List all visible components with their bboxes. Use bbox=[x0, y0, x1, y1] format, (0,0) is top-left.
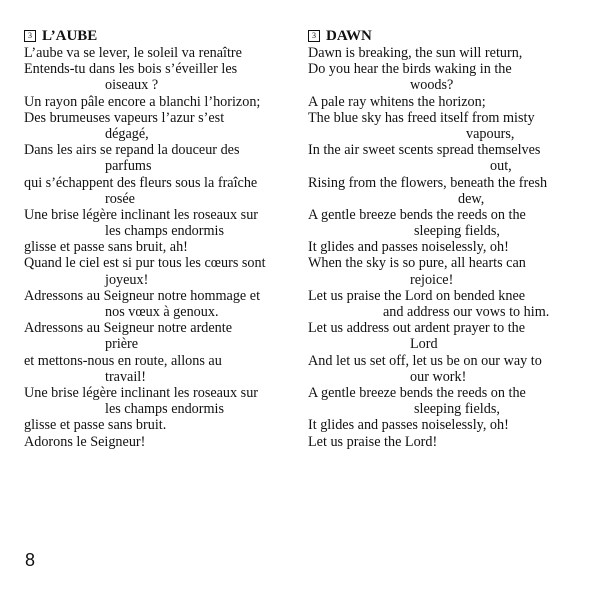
lyric-line: glisse et passe sans bruit, ah! bbox=[24, 239, 188, 256]
lyric-line: Adressons au Seigneur notre hommage et bbox=[24, 287, 261, 304]
lyric-line: travail! bbox=[105, 368, 146, 385]
lyric-line: Lord bbox=[410, 336, 438, 353]
track-number: 3 bbox=[308, 30, 320, 42]
lyric-line: Dans les airs se repand la douceur des bbox=[24, 142, 240, 159]
lyric-line: When the sky is so pure, all hearts can bbox=[308, 255, 526, 272]
lyric-line: L’aube va se lever, le soleil va renaître bbox=[24, 45, 242, 61]
lyric-line: Des brumeuses vapeurs l’azur s’est bbox=[24, 109, 225, 126]
lyric-line: qui s’échappent des fleurs sous la fraîche bbox=[24, 174, 258, 191]
lyric-line: dew, bbox=[458, 190, 485, 207]
lyric-line: Un rayon pâle encore a blanchi l’horizon; bbox=[24, 93, 261, 110]
lyric-line: In the air sweet scents spread themselves bbox=[308, 142, 541, 159]
lyric-line: Do you hear the birds waking in the bbox=[308, 61, 512, 78]
lyric-line: et mettons-nous en route, allons au bbox=[24, 352, 222, 369]
lyric-line: The blue sky has freed itself from misty bbox=[308, 109, 535, 126]
lyric-line: Dawn is breaking, the sun will return, bbox=[308, 45, 523, 61]
lyric-line: oiseaux ? bbox=[105, 77, 159, 94]
french-heading bbox=[24, 27, 304, 45]
lyric-line: les champs endormis bbox=[105, 223, 224, 240]
lyric-line: glisse et passe sans bruit. bbox=[24, 417, 167, 434]
lyric-line: joyeux! bbox=[105, 271, 149, 288]
lyric-line: Quand le ciel est si pur tous les cœurs sont bbox=[24, 255, 266, 272]
lyric-line: nos vœux à genoux. bbox=[105, 304, 219, 320]
lyric-line: Adressons au Seigneur notre ardente bbox=[24, 320, 233, 337]
lyric-line: and address our vows to him. bbox=[383, 304, 550, 320]
lyric-line: rosée bbox=[105, 190, 135, 207]
lyric-line: Let us address out ardent prayer to the bbox=[308, 320, 526, 337]
lyric-line: A gentle breeze bends the reeds on the bbox=[308, 384, 526, 401]
lyric-line: woods? bbox=[410, 77, 454, 94]
lyric-line: A pale ray whitens the horizon; bbox=[308, 93, 486, 110]
english-lyrics bbox=[308, 27, 593, 450]
lyric-line: It glides and passes noiselessly, oh! bbox=[308, 417, 509, 434]
lyric-line: sleeping fields, bbox=[414, 223, 500, 240]
french-title: L’AUBE bbox=[42, 28, 98, 44]
page-number: 8 bbox=[25, 550, 36, 570]
lyric-line: rejoice! bbox=[410, 271, 454, 288]
lyric-line: les champs endormis bbox=[105, 401, 224, 418]
lyric-line: vapours, bbox=[466, 125, 515, 142]
lyric-line: It glides and passes noiselessly, oh! bbox=[308, 239, 509, 256]
english-title: DAWN bbox=[326, 28, 372, 44]
lyric-line: our work! bbox=[410, 368, 467, 385]
track-number: 3 bbox=[24, 30, 36, 42]
lyric-line: dégagé, bbox=[105, 125, 149, 142]
lyric-line: Une brise légère inclinant les roseaux sur bbox=[24, 206, 259, 223]
lyric-line: And let us set off, let us be on our way to bbox=[308, 352, 542, 369]
lyric-line: A gentle breeze bends the reeds on the bbox=[308, 206, 526, 223]
lyric-line: Rising from the flowers, beneath the fresh bbox=[308, 174, 548, 191]
lyric-line: sleeping fields, bbox=[414, 401, 500, 418]
lyric-line: out, bbox=[490, 158, 512, 175]
lyric-line: parfums bbox=[105, 158, 152, 175]
lyric-line: Adorons le Seigneur! bbox=[24, 433, 146, 450]
lyric-line: Let us praise the Lord on bended knee bbox=[308, 287, 526, 304]
english-heading bbox=[308, 27, 593, 45]
lyric-line: prière bbox=[105, 336, 139, 353]
lyric-line: Entends-tu dans les bois s’éveiller les bbox=[24, 61, 238, 78]
french-lyrics bbox=[24, 27, 304, 450]
lyric-line: Let us praise the Lord! bbox=[308, 433, 438, 450]
lyric-line: Une brise légère inclinant les roseaux sur bbox=[24, 384, 259, 401]
